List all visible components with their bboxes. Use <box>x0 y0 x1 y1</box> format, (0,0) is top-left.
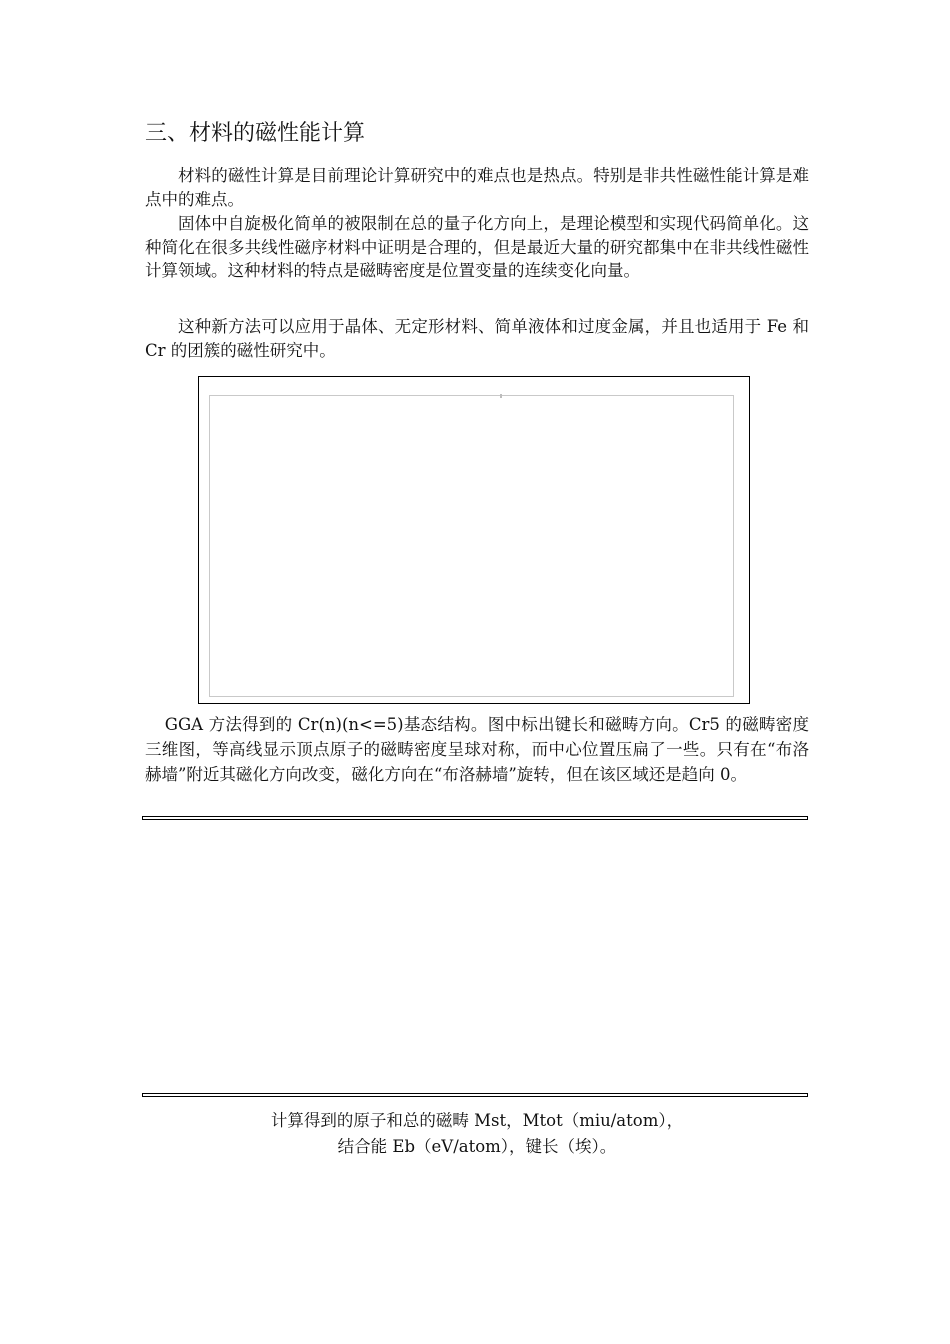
section-heading: 三、材料的磁性能计算 <box>145 121 366 146</box>
table-top-rule <box>142 816 808 820</box>
table-caption-line-1: 计算得到的原子和总的磁畴 Mst，Mtot（miu/atom）， <box>270 1111 684 1130</box>
table-body-empty <box>142 822 808 1090</box>
figure-mark <box>500 394 502 398</box>
paragraph-new-method: 这种新方法可以应用于晶体、无定形材料、简单液体和过度金属，并且也适用于 Fe 和 Cr 的团簇的磁性研究中。 <box>145 317 809 360</box>
paragraph-intro: 材料的磁性计算是目前理论计算研究中的难点也是热点。特别是非共性磁性能计算是难点中的难点。 <box>145 166 809 209</box>
figure-image-placeholder <box>209 395 734 697</box>
table-caption-line-2: 结合能 Eb（eV/atom），键长（埃）。 <box>337 1137 617 1156</box>
table-bottom-rule <box>142 1093 808 1097</box>
table-caption <box>145 1108 809 1160</box>
figure-frame <box>198 376 750 704</box>
figure-caption: GGA 方法得到的 Cr(n)(n<=5)基态结构。图中标出键长和磁畴方向。Cr5 的磁畴密度三维图，等高线显示顶点原子的磁畴密度呈球对称，而中心位置压扁了一些。只有在“布洛赫墙”附近其磁化方向改变，磁化方向在“布洛赫墙”旋转，但在该区域还是趋向 0。 <box>145 715 809 784</box>
paragraph-spin-polarization: 固体中自旋极化简单的被限制在总的量子化方向上，是理论模型和实现代码简单化。这种简化在很多共线性磁序材料中证明是合理的，但是最近大量的研究都集中在非共线性磁性计算领域。这种材料的特点是磁畴密度是位置变量的连续变化向量。 <box>145 214 809 280</box>
